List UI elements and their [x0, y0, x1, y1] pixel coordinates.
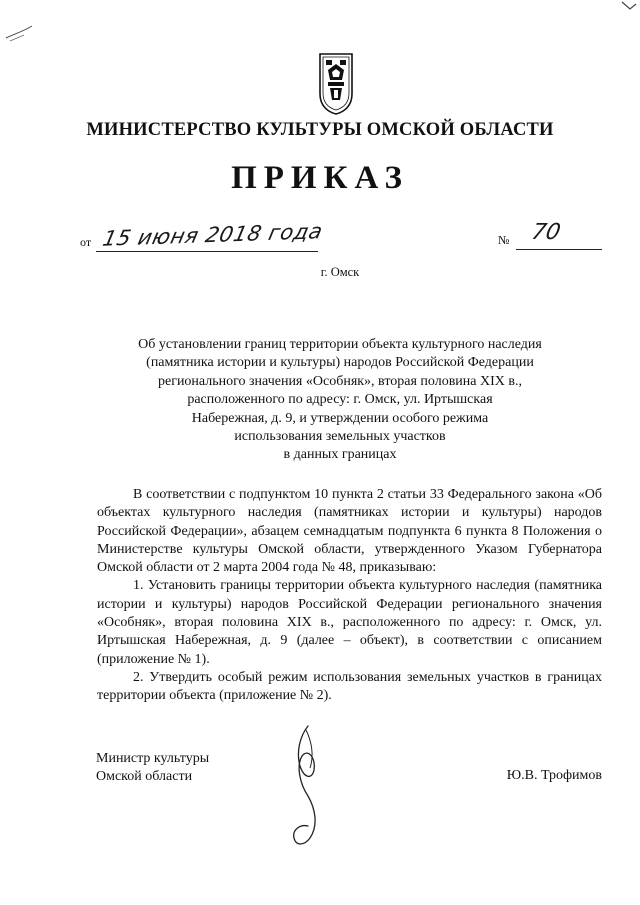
- handwritten-signature: [278, 722, 338, 852]
- title-line: в данных границах: [283, 447, 397, 463]
- date-handwritten: 15 июня 2018 года: [100, 219, 326, 251]
- date-underline: [96, 251, 318, 252]
- title-line: (памятника истории и культуры) народов Российской Федерации: [146, 355, 534, 371]
- title-line: Набережная, д. 9, и утверждении особого режима: [191, 410, 489, 426]
- title-line: использования земельных участков: [234, 429, 446, 445]
- corner-mark: [620, 0, 638, 14]
- ministry-name: МИНИСТЕРСТВО КУЛЬТУРЫ ОМСКОЙ ОБЛАСТИ: [86, 120, 554, 140]
- position-line: Омской области: [96, 769, 193, 784]
- document-type: ПРИКАЗ: [231, 160, 409, 196]
- signatory-name: Ю.В. Трофимов: [506, 768, 602, 783]
- preamble-paragraph: В соответствии с подпунктом 10 пункта 2 статьи 33 Федерального закона «Об объектах культурного наследия (памятниках истории и культуры) народов Российской Федерации», абзацем семнадцатым подпункта 6 пункта 8 Положения о Министерстве культуры Омской области, утвержденного Указом Губернатора Омской области от 2 марта 2004 года № 48, приказываю:: [97, 487, 602, 576]
- order-item-1: 1. Установить границы территории объекта культурного наследия (памятника истории и культуры) народов Российской Федерации регионального значения «Особняк», вторая половина XIX в., расположенного по адресу: г. Омск, ул. Иртышская Набережная, д. 9 (далее – объект), в соответствии с описанием (приложение № 1).: [97, 578, 602, 667]
- title-line: расположенного по адресу: г. Омск, ул. Иртышская: [187, 392, 493, 408]
- number-label: №: [498, 233, 510, 247]
- date-label: от: [80, 235, 92, 249]
- order-body: [97, 486, 602, 706]
- city: г. Омск: [320, 265, 360, 279]
- number-handwritten: 70: [529, 220, 563, 245]
- title-line: Об установлении границ территории объекта культурного наследия: [138, 337, 542, 352]
- title-line: регионального значения «Особняк», вторая половина XIX в.,: [157, 373, 522, 389]
- position-line: Министр культуры: [96, 751, 210, 766]
- scan-mark: [4, 14, 44, 44]
- signatory-position: [96, 750, 209, 786]
- order-title: [100, 336, 580, 465]
- number-underline: [516, 249, 602, 250]
- order-item-2: 2. Утвердить особый режим использования земельных участков в границах территории объекта (приложение № 2).: [97, 669, 602, 704]
- coat-of-arms-emblem: [316, 50, 356, 116]
